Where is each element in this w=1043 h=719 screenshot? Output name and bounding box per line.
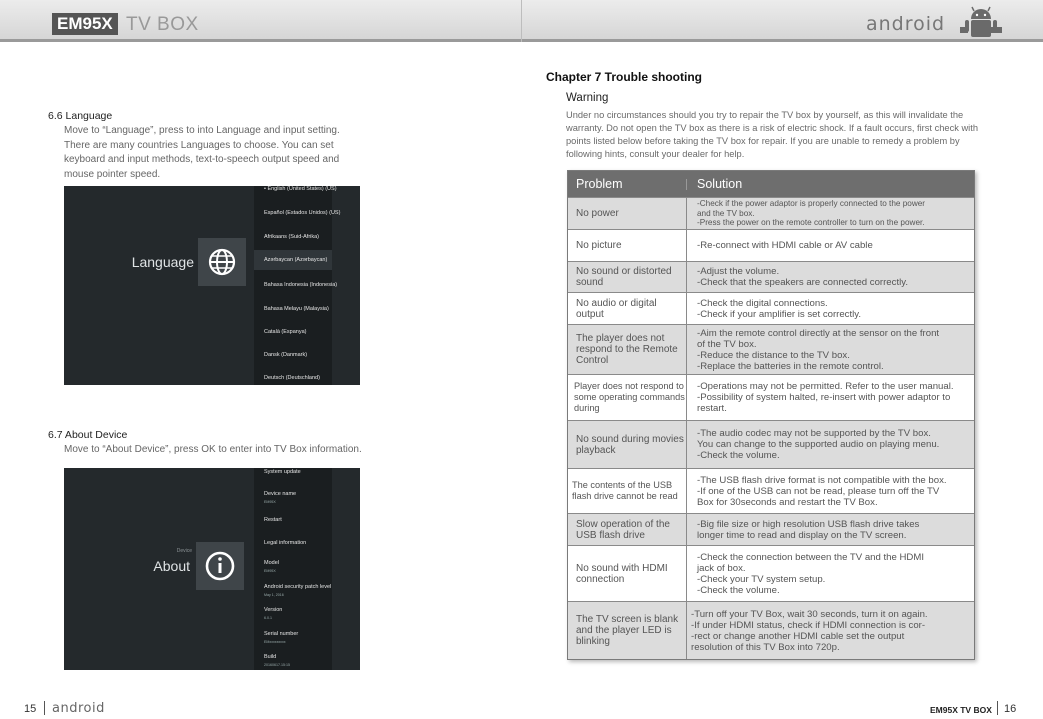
table-row <box>568 292 974 324</box>
language-description <box>64 124 340 182</box>
language-list <box>254 186 341 385</box>
table-row <box>568 468 974 513</box>
solution-cell: -Check the digital connections. -Check if your amplifier is set correctly. <box>697 297 862 320</box>
android-logo-text: android <box>866 13 946 35</box>
table-row <box>568 601 974 659</box>
warning-text: Under no circumstances should you try to repair the TV box by yourself, as this will invalidate the warranty. Do not open the TV box as there is a risk of electric shock. If a fault occurs, first check with points listed below before taking the TV box for repair. If you are unable to remedy a problem by following hints, consult your dealer for help. <box>566 110 978 159</box>
android-robot-icon <box>960 5 1002 37</box>
footer-separator <box>44 701 45 715</box>
header-divider <box>521 0 522 42</box>
problem-cell: The TV screen is blank and the player LED is blinking <box>568 602 687 659</box>
page-header <box>0 0 1043 42</box>
solution-cell: -Big file size or high resolution USB flash drive takes longer time to read and display on the TV screen. <box>697 518 920 541</box>
about-item-value: 6.0.1 <box>264 616 272 620</box>
table-row <box>568 374 974 420</box>
about-item[interactable]: Model <box>264 560 279 566</box>
about-list <box>254 468 332 670</box>
solution-cell: -Check the connection between the TV and the HDMI jack of box. -Check your TV system setup. -Check the volume. <box>697 551 925 596</box>
about-item[interactable]: Restart <box>264 517 282 523</box>
problem-cell: Slow operation of the USB flash drive <box>568 514 687 545</box>
brand-subtitle: TV BOX <box>126 14 199 35</box>
about-item-value: EM95X <box>264 569 276 573</box>
about-screen-caption: Device <box>176 548 192 554</box>
text-line: keyboard and input methods, text-to-speech output speed and <box>64 154 340 165</box>
about-item-value: 20160617.15:15 <box>264 663 290 667</box>
table-row <box>568 261 974 292</box>
solution-cell: -Check if the power adaptor is properly connected to the power and the TV box. -Press the power on the remote controller to turn on the power. <box>697 199 926 228</box>
about-item[interactable]: Serial number <box>264 631 299 637</box>
chapter-title: Chapter 7 Trouble shooting <box>546 70 703 84</box>
language-item[interactable]: Afrikaans (Suid-Afrika) <box>264 234 320 240</box>
about-item[interactable]: System update <box>264 469 301 475</box>
solution-cell: -Operations may not be permitted. Refer to the user manual. -Possibility of system halted, re-insert with power adaptor to restart. <box>697 381 954 414</box>
language-item[interactable]: Deutsch (Deutschland) <box>264 375 320 381</box>
info-icon-tile <box>196 542 244 590</box>
about-item[interactable]: Legal information <box>264 540 307 546</box>
language-item[interactable]: Azərbaycan (Azərbaycan) <box>264 257 328 263</box>
language-item[interactable]: • English (United States) (US) <box>264 186 337 192</box>
language-item[interactable]: Español (Estados Unidos) (US) <box>264 210 341 216</box>
footer-product-label: EM95X TV BOX <box>930 705 992 715</box>
footer-separator <box>997 701 998 715</box>
problem-cell: No sound or distorted sound <box>568 262 687 292</box>
text-line: Move to “Language”, press to into Language and input setting. <box>64 125 340 136</box>
text-line: There are many countries Languages to choose. You can set <box>64 139 334 151</box>
language-item[interactable]: Català (Espanya) <box>264 329 307 335</box>
table-row <box>568 324 974 374</box>
right-page-number: 16 <box>1004 703 1017 715</box>
header-solution: Solution <box>697 176 743 191</box>
globe-icon-tile <box>198 238 246 286</box>
solution-cell: -Aim the remote control directly at the sensor on the front of the TV box. -Reduce the distance to the TV box. -Replace the batteries in the remote control. <box>697 327 940 372</box>
left-page-number: 15 <box>24 703 37 715</box>
solution-cell: -Adjust the volume. -Check that the speakers are connected correctly. <box>697 266 908 288</box>
problem-cell: The contents of the USB flash drive cannot be read <box>568 469 687 513</box>
table-row <box>568 545 974 601</box>
language-item[interactable]: Bahasa Indonesia (Indonesia) <box>264 282 338 288</box>
info-icon <box>196 542 244 590</box>
about-item-value: EMxxxxxxxxx <box>264 640 286 644</box>
header-problem: Problem <box>568 179 687 190</box>
language-item[interactable]: Bahasa Melayu (Malaysia) <box>264 306 329 312</box>
warning-title: Warning <box>566 92 609 104</box>
problem-cell: No power <box>568 198 687 229</box>
language-section-title: 6.6 Language <box>48 110 113 122</box>
about-item[interactable]: Android security patch level <box>264 584 332 590</box>
brand-badge: EM95X <box>52 13 118 35</box>
problem-cell: Player does not respond to some operating commands during <box>568 375 687 420</box>
about-screenshot <box>64 468 360 670</box>
problem-cell: No audio or digital output <box>568 293 687 324</box>
about-section-title: 6.7 About Device <box>48 429 128 441</box>
about-item-value: EM95X <box>264 500 276 504</box>
table-header-row <box>568 171 974 197</box>
about-screen-label: About <box>153 558 190 574</box>
text-line: mouse pointer speed. <box>64 168 161 180</box>
footer-android-logo: android <box>52 701 105 716</box>
troubleshooting-table <box>567 170 975 660</box>
table-row <box>568 513 974 545</box>
about-item[interactable]: Version <box>264 607 283 613</box>
solution-cell: -Turn off your TV Box, wait 30 seconds, turn it on again. -If under HDMI status, check if HDMI connection is cor- -rect or change another HDMI cable set the output resolution of this TV Box into 720p. <box>691 608 928 653</box>
about-item[interactable]: Device name <box>264 491 297 497</box>
table-row <box>568 197 974 229</box>
solution-cell: -The audio codec may not be supported by the TV box. You can change to the supported audio on playing menu. -Check the volume. <box>697 428 940 461</box>
language-screen-label: Language <box>131 254 194 270</box>
globe-icon <box>198 238 246 286</box>
problem-cell: No sound with HDMI connection <box>568 546 687 601</box>
table-row <box>568 420 974 468</box>
solution-cell: -Re-connect with HDMI cable or AV cable <box>697 240 873 251</box>
problem-cell: No sound during movies playback <box>568 421 687 468</box>
language-item[interactable]: Dansk (Danmark) <box>264 352 308 358</box>
about-description: Move to “About Device”, press OK to enter into TV Box information. <box>64 444 362 455</box>
language-screenshot <box>64 186 360 385</box>
problem-cell: No picture <box>568 230 687 261</box>
solution-cell: -The USB flash drive format is not compatible with the box. -If one of the USB can not be read, please turn off the TV Box for 30seconds and restart the TV Box. <box>697 474 947 508</box>
about-item[interactable]: Build <box>264 654 277 660</box>
problem-cell: The player does not respond to the Remote Control <box>568 325 687 374</box>
table-row <box>568 229 974 261</box>
about-item-value: May 1, 2016 <box>264 593 284 597</box>
